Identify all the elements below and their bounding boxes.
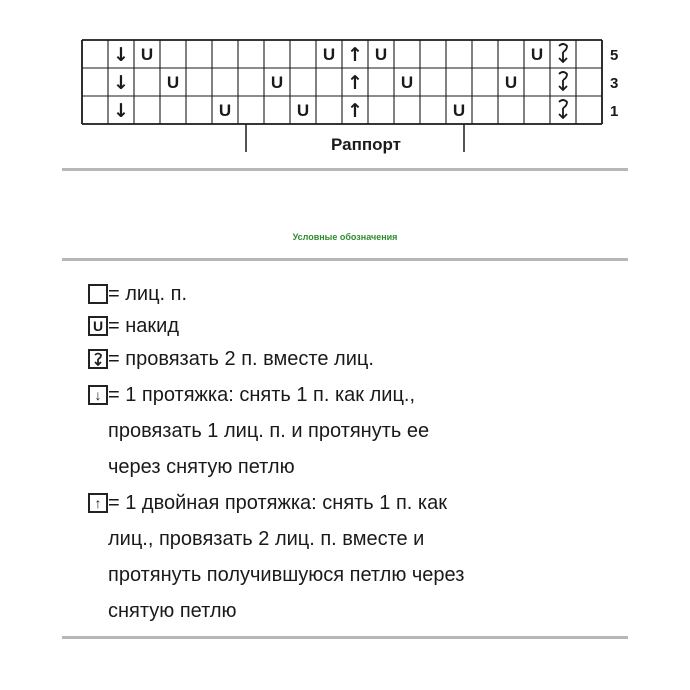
legend-line: = лиц. п. [108,283,188,305]
legend-text-pull-through [108,377,429,485]
legend-line: снятую петлю [108,600,237,622]
knitting-chart [0,0,690,190]
legend-line: = 1 двойная протяжка: снять 1 п. как [108,492,447,514]
yarn-over-icon: U [166,73,180,92]
k2tog-icon [88,349,108,369]
arrow-up-icon: ↑ [347,72,363,94]
legend-line: = накид [108,315,179,337]
yarn-over-icon: U [296,101,310,120]
arrow-up-icon: ↑ [347,44,363,66]
yarn-over-icon: U [374,45,388,64]
legend-line: протянуть получившуюся петлю через [108,564,465,586]
legend-item-pull-through [88,382,429,485]
legend-item-double-pull-through [88,490,464,629]
divider-bottom [62,636,628,639]
row-number-label: 3 [610,75,619,92]
arrow-down-icon: ↓ [113,72,129,94]
row-number-label: 1 [610,103,619,120]
yarn-over-icon: U [530,45,544,64]
yarn-over-icon: U [218,101,232,120]
yarn-over-icon: U [322,45,336,64]
legend-line: лиц., провязать 2 лиц. п. вместе и [108,528,425,550]
arrow-down-icon: ↓ [113,44,129,66]
arrow-down-icon: ↓ [88,385,108,405]
legend-text-knit [108,281,187,307]
legend-text-yarn-over [108,313,179,339]
yarn-over-icon: U [504,73,518,92]
repeat-label: Раппорт [331,135,401,154]
divider-top [62,168,628,171]
legend-item-yarn-over [88,313,179,339]
legend-caption: Условные обозначения [292,232,398,242]
k2tog-arrow [559,108,567,118]
legend-line: = 1 протяжка: снять 1 п. как лиц., [108,384,416,406]
legend-item-k2tog [88,346,374,372]
k2tog-icon [559,100,567,108]
yarn-over-icon: U [88,316,108,336]
yarn-over-icon: U [270,73,284,92]
arrow-up-icon: ↑ [88,493,108,513]
yarn-over-icon: U [452,101,466,120]
k2tog-icon [559,72,567,80]
legend-line: через снятую петлю [108,456,295,478]
yarn-over-icon: U [140,45,154,64]
legend-text-double-pull-through [108,485,464,629]
yarn-over-icon: U [400,73,414,92]
arrow-down-icon: ↓ [113,100,129,122]
blank-square-icon [88,284,108,304]
k2tog-arrow [559,52,567,62]
legend-line: провязать 1 лиц. п. и протянуть ее [108,420,430,442]
k2tog-icon [559,44,567,52]
legend-text-k2tog [108,346,374,372]
row-number-label: 5 [610,47,619,64]
legend-line: = провязать 2 п. вместе лиц. [108,348,374,370]
legend-item-knit [88,281,187,307]
divider-legend-top [62,258,628,261]
k2tog-arrow [559,80,567,90]
arrow-up-icon: ↑ [347,100,363,122]
